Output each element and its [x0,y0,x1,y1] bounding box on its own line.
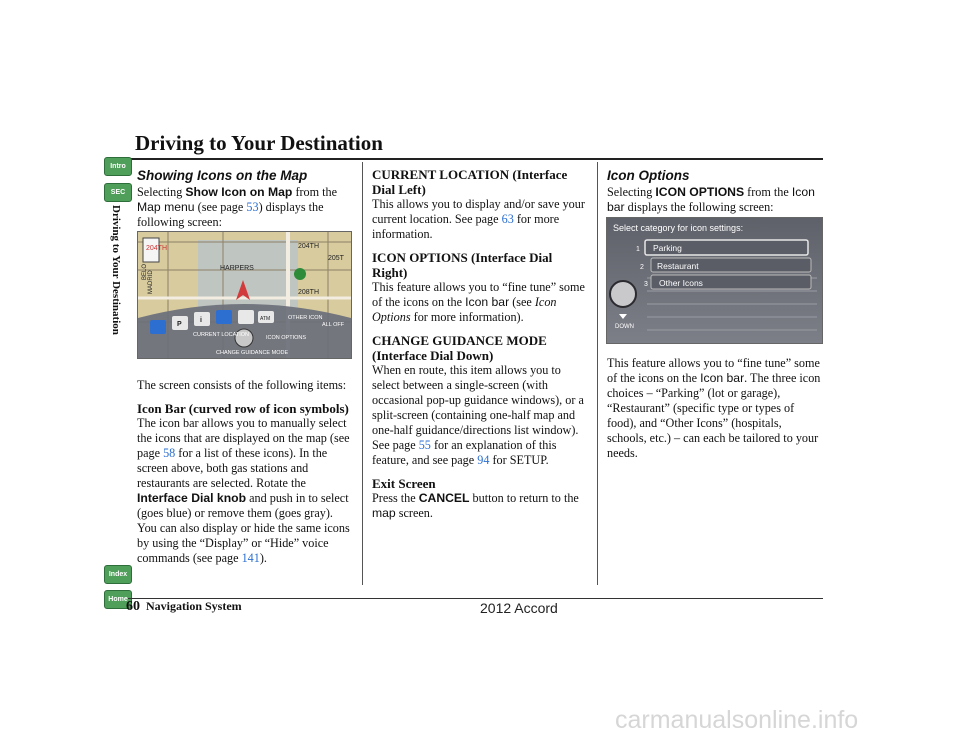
map-street-label: 204TH [146,245,168,252]
nav-tab-index[interactable]: Index [104,565,132,584]
svg-text:CHANGE GUIDANCE MODE: CHANGE GUIDANCE MODE [216,350,289,356]
map-street-label: 204TH [298,243,320,250]
nav-tab-intro[interactable]: Intro [104,157,132,176]
svg-text:3: 3 [644,281,648,288]
nav-tab-home[interactable]: Home [104,590,132,609]
paragraph: Selecting ICON OPTIONS from the Icon bar displays the following screen: [607,185,815,214]
map-street-label: MADRID [148,270,154,294]
svg-text:P: P [177,321,182,328]
screen-title: Select category for icon settings: [613,223,744,233]
map-street-label: 205T [328,255,344,262]
column-1 [137,167,352,566]
page-link[interactable]: 58 [163,446,176,460]
paragraph: This feature allows you to “fine tune” some of the icons on the Icon bar (see Icon Options for more information). [372,280,585,324]
menu-item-other-icons[interactable]: Other Icons [659,278,703,288]
subheading: CHANGE GUIDANCE MODE (Interface Dial Down) [372,333,547,363]
column-divider [362,162,363,585]
page-title: Driving to Your Destination [135,131,383,155]
menu-item-restaurant[interactable]: Restaurant [657,261,699,271]
subheading: Exit Screen [372,476,436,491]
page-number: 60 [126,599,140,614]
svg-text:ATM: ATM [260,316,271,322]
sidebar-chapter-label: Driving to Your Destination [110,205,122,335]
subheading: ICON OPTIONS (Interface Dial Right) [372,250,553,280]
subheading: Icon Bar (curved row of icon symbols) [137,401,349,416]
map-street-label: HARPERS [220,265,254,272]
paragraph: This feature allows you to “fine tune” some of the icons on the Icon bar. The three icon choices – “Parking” (lot or garage), “Restaurant” (specific type or types of food), and “Other Icons” (hospitals, schools, etc.) – can each be tailored to your needs. [607,356,821,460]
menu-item-parking[interactable]: Parking [653,243,682,253]
page-link[interactable]: 55 [418,438,431,452]
paragraph: When en route, this item allows you to select between a single-screen (with occasional pop-up guidance windows), or a split-screen (containing one-half map and one-half guidance/directions list window). See page 55 for an explanation of this feature, and see page 94 for SETUP. [372,363,584,467]
svg-text:i: i [200,317,202,324]
down-label: DOWN [615,324,634,330]
site-watermark: carmanualsonline.info [615,706,859,734]
paragraph: The icon bar allows you to manually select the icons that are displayed on the map (see page 58 for a list of these icons). In the screen above, both gas stations and restaurants are selected. Rotate the Interface Dial knob and push in to select (goes blue) or remove them (goes gray). You can also display or hide the same icons by using the “Display” or “Hide” voice commands (see page 141). [137,416,350,565]
page-link[interactable]: 53 [246,200,259,214]
svg-text:ALL OFF: ALL OFF [322,322,345,328]
column-divider [597,162,598,585]
page-link[interactable]: 141 [241,551,260,565]
subheading: CURRENT LOCATION (Interface Dial Left) [372,167,568,197]
map-street-label: BELO [142,263,148,280]
svg-text:CURRENT LOCATION: CURRENT LOCATION [193,332,250,338]
nav-tab-sec[interactable]: SEC [104,183,132,202]
svg-text:OTHER ICON: OTHER ICON [288,315,323,321]
title-rule [128,158,823,160]
paragraph: The screen consists of the following items: [137,378,347,392]
icon-options-graphic [607,218,822,343]
page-link[interactable]: 63 [501,212,514,226]
paragraph: Press the CANCEL button to return to the map screen. [372,491,579,520]
page-link[interactable]: 94 [477,453,490,467]
svg-text:ICON OPTIONS: ICON OPTIONS [266,335,307,341]
book-name: Navigation System [146,599,242,613]
map-graphic [138,232,351,358]
svg-text:1: 1 [636,246,640,253]
section-heading: Icon Options [607,168,690,183]
page-footer [126,599,242,615]
paragraph: Selecting Show Icon on Map from the Map menu (see page 53) displays the following screen: [137,185,338,229]
model-label: 2012 Accord [480,600,558,616]
map-screen-image [137,231,352,359]
icon-options-screen-image [606,217,823,344]
section-heading: Showing Icons on the Map [137,168,308,183]
column-2 [372,167,587,521]
paragraph: This allows you to display and/or save your current location. See page 63 for more information. [372,197,585,241]
map-street-label: 208TH [298,289,320,296]
svg-text:2: 2 [640,264,644,271]
